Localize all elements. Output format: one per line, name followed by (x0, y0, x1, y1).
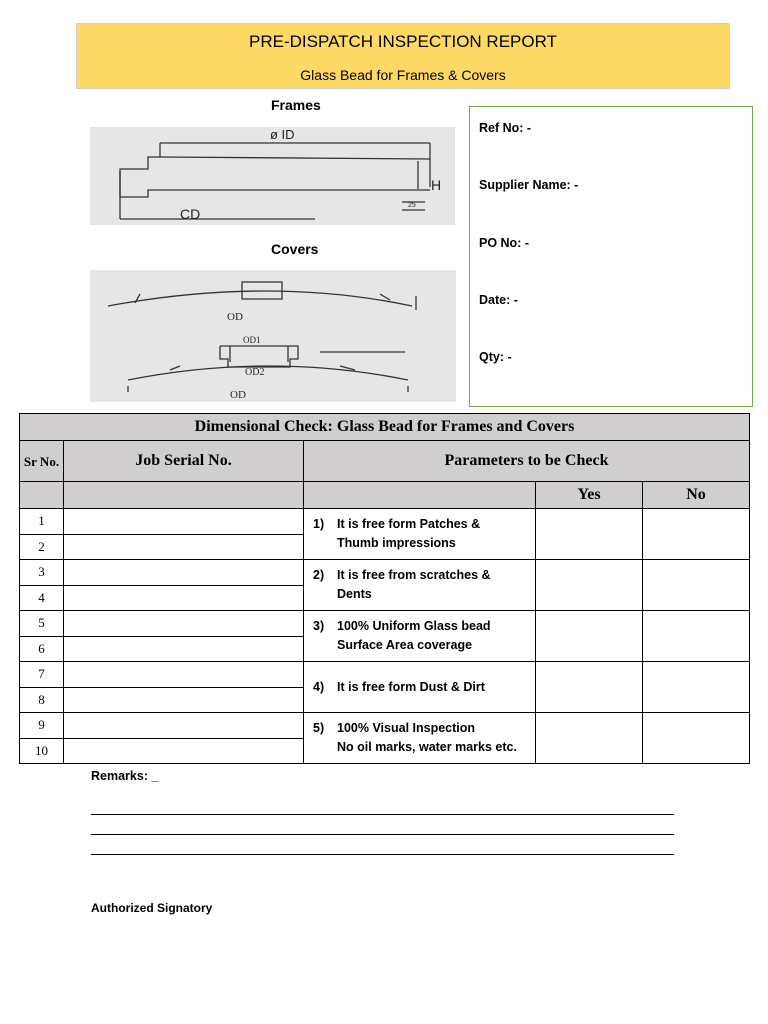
parameter-text: Surface Area coverage (337, 638, 473, 652)
covers-drawing (90, 270, 456, 402)
supplier-name-field: Supplier Name: - (479, 178, 579, 192)
parameter-number: 2) (313, 568, 325, 582)
parameter-cell (304, 509, 536, 560)
parameter-cell (304, 611, 536, 662)
sr-no-cell: 5 (20, 611, 64, 637)
remarks-line[interactable] (91, 854, 674, 855)
covers-od2-label: OD2 (245, 367, 265, 378)
parameter-cell (304, 662, 536, 713)
yes-check-cell[interactable] (536, 611, 643, 662)
parameter-number: 1) (313, 517, 325, 531)
no-check-cell[interactable] (643, 509, 750, 560)
parameter-number: 5) (313, 721, 325, 735)
blank-header-cell (64, 482, 304, 509)
table-row (20, 509, 750, 535)
yes-check-cell[interactable] (536, 662, 643, 713)
sr-no-cell: 1 (20, 509, 64, 535)
no-check-cell[interactable] (643, 713, 750, 764)
parameter-text: No oil marks, water marks etc. (337, 740, 517, 754)
remarks-line[interactable] (91, 834, 674, 835)
job-serial-cell[interactable] (64, 738, 304, 764)
sr-no-cell: 3 (20, 560, 64, 586)
job-serial-cell[interactable] (64, 585, 304, 611)
report-header (76, 23, 730, 89)
sr-no-cell: 8 (20, 687, 64, 713)
parameter-text: Dents (337, 587, 372, 601)
yes-check-cell[interactable] (536, 509, 643, 560)
frames-label: Frames (271, 97, 321, 113)
job-serial-cell[interactable] (64, 662, 304, 688)
col-header-parameters: Parameters to be Check (304, 441, 750, 482)
ref-no-field: Ref No: - (479, 121, 532, 135)
job-serial-cell[interactable] (64, 687, 304, 713)
parameter-number: 3) (313, 619, 325, 633)
parameter-text: It is free form Patches & (337, 517, 481, 531)
job-serial-cell[interactable] (64, 611, 304, 637)
table-row (20, 611, 750, 637)
no-check-cell[interactable] (643, 560, 750, 611)
col-header-job-serial: Job Serial No. (64, 441, 304, 482)
sr-no-cell: 4 (20, 585, 64, 611)
covers-label: Covers (271, 241, 319, 257)
parameter-text: It is free form Dust & Dirt (337, 679, 485, 694)
yes-check-cell[interactable] (536, 560, 643, 611)
remarks-label: Remarks: _ (91, 769, 159, 783)
frames-id-label: ø ID (270, 127, 295, 142)
table-row (20, 560, 750, 586)
covers-od-bottom-label: OD (230, 389, 246, 401)
job-serial-cell[interactable] (64, 560, 304, 586)
frames-cd-label: CD (180, 206, 201, 222)
date-field: Date: - (479, 293, 518, 307)
blank-header-cell (20, 482, 64, 509)
no-check-cell[interactable] (643, 662, 750, 713)
sr-no-cell: 7 (20, 662, 64, 688)
sr-no-cell: 2 (20, 534, 64, 560)
report-subtitle: Glass Bead for Frames & Covers (300, 67, 506, 83)
parameter-text: 100% Visual Inspection (337, 721, 476, 735)
qty-field: Qty: - (479, 350, 512, 364)
parameter-text: 100% Uniform Glass bead (337, 619, 491, 633)
col-header-no: No (643, 482, 750, 509)
table-row (20, 662, 750, 688)
col-header-yes: Yes (536, 482, 643, 509)
report-info-box (469, 106, 753, 407)
remarks-line[interactable] (91, 814, 674, 815)
covers-od1-label: OD1 (243, 335, 261, 345)
job-serial-cell[interactable] (64, 636, 304, 662)
blank-header-cell (304, 482, 536, 509)
parameter-text: Thumb impressions (337, 536, 456, 550)
job-serial-cell[interactable] (64, 534, 304, 560)
sr-no-cell: 10 (20, 738, 64, 764)
parameter-cell (304, 713, 536, 764)
frames-h-label: H (431, 177, 442, 193)
parameter-text: It is free from scratches & (337, 568, 491, 582)
job-serial-cell[interactable] (64, 713, 304, 739)
covers-od-top-label: OD (227, 311, 243, 323)
parameter-cell (304, 560, 536, 611)
frames-dim-label: 25 (408, 202, 416, 209)
col-header-sr-no: Sr No. (20, 441, 64, 482)
frames-drawing (90, 127, 455, 225)
table-row (20, 713, 750, 739)
table-title: Dimensional Check: Glass Bead for Frames and Covers (20, 414, 750, 441)
job-serial-cell[interactable] (64, 509, 304, 535)
sr-no-cell: 6 (20, 636, 64, 662)
yes-check-cell[interactable] (536, 713, 643, 764)
report-title: PRE-DISPATCH INSPECTION REPORT (249, 32, 557, 51)
parameter-number: 4) (313, 679, 325, 694)
authorized-signatory-label: Authorized Signatory (91, 901, 213, 915)
dimensional-check-table (19, 413, 750, 764)
sr-no-cell: 9 (20, 713, 64, 739)
po-no-field: PO No: - (479, 236, 529, 250)
no-check-cell[interactable] (643, 611, 750, 662)
